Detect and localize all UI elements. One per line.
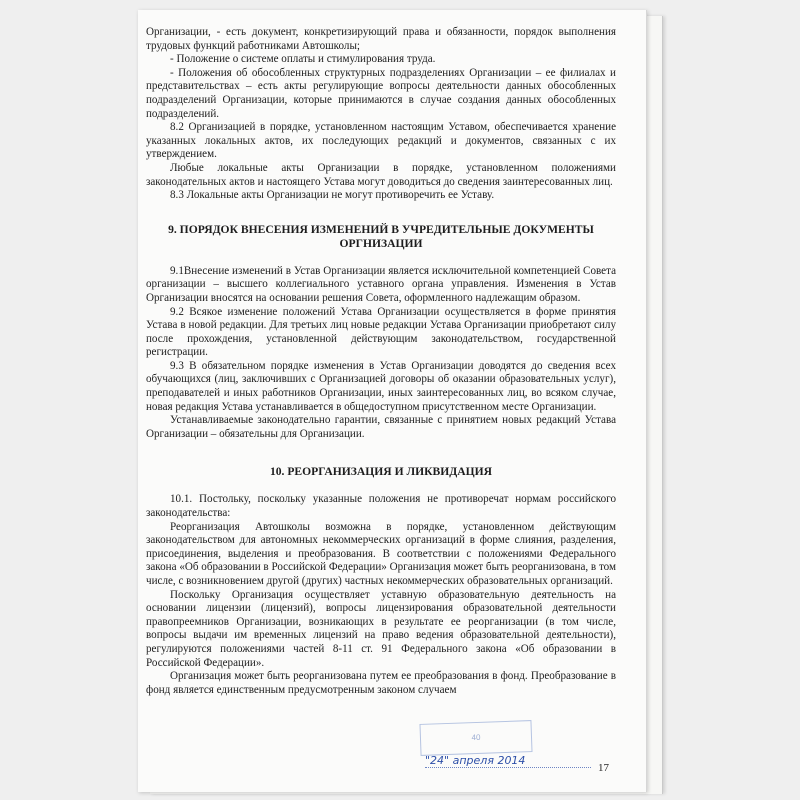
- page-content: [146, 26, 616, 697]
- paragraph: Устанавливаемые законодательно гарантии, связанные с принятием новых редакций Устава Организации – обязательны для Организации.: [146, 414, 616, 440]
- section-10-heading: 10. РЕОРГАНИЗАЦИЯ И ЛИКВИДАЦИЯ: [269, 465, 493, 479]
- paragraph: Поскольку Организация осуществляет уставную образовательную деятельность на основании лицензии (лицензий), вопросы лицензирования образовательной деятельности правопреемников Организации, возникающих в результате ее реорганизации (в том числе, вопросы выдачи им временных лицензий на право ведения образовательной деятельности), регулируются положениями частей 8-11 ст. 91 Федерального закона «Об образовании в Российской Федерации».: [146, 588, 616, 669]
- paragraph: 8.3 Локальные акты Организации не могут противоречить ее Уставу.: [170, 189, 495, 202]
- paragraph: 9.1Внесение изменений в Устав Организации является исключительной компетенцией Совета организации – высшего коллегиального уставного органа управления. Изменения в Устав Организации вносятся на основании решения Совета, оформленного надлежащим образом.: [146, 264, 616, 304]
- handwritten-date: "24" апреля 2014: [425, 754, 591, 768]
- section-9-heading: 9. ПОРЯДОК ВНЕСЕНИЯ ИЗМЕНЕНИЙ В УЧРЕДИТЕЛЬНЫЕ ДОКУМЕНТЫ ОРГНИЗАЦИИ: [168, 222, 594, 250]
- paragraph: Организация может быть реорганизована путем ее преобразования в фонд. Преобразование в фонд является единственным предусмотренным законом случаем: [146, 670, 616, 696]
- page-number: 17: [598, 762, 609, 774]
- document-page: [138, 10, 647, 792]
- paragraph: 9.2 Всякое изменение положений Устава Организации осуществляется в форме принятия Устава в новой редакции. Для третьих лиц новые редакции Устава Организации приобретают силу после прохождения, установленной действующим законодательством, государственной регистрации.: [146, 305, 616, 359]
- paragraph: 8.2 Организацией в порядке, установленном настоящим Уставом, обеспечивается хранение указанных локальных актов, их последующих редакций и документов, связанных с их утверждением.: [146, 121, 616, 161]
- paragraph: Организации, - есть документ, конкретизирующий права и обязанности, порядок выполнения трудовых функций работниками Автошколы;: [146, 26, 616, 52]
- paragraph: 10.1. Постольку, поскольку указанные положения не противоречат нормам российского законодательства:: [146, 493, 616, 520]
- paragraph: 9.3 В обязательном порядке изменения в Устав Организации доводятся до сведения всех обучающихся (лиц, заключивших с Организацией договоры об оказании образовательных услуг), преподавателей и иных работников Организации, иных заинтересованных лиц, во всяком случае, новая редакция Устава устанавливается в общедоступном присутственном месте Организации.: [146, 359, 616, 413]
- registration-stamp: 40: [419, 720, 532, 756]
- paragraph: Реорганизация Автошколы возможна в порядке, установленном действующим законодательством для автономных некоммерческих организаций в форме слияния, разделения, присоединения, выделения и преобразования. В соответствии с положениями Федерального закона «Об образовании в Российской Федерации» Организация может быть реорганизована, в том числе, с возникновением другой (других) частных некоммерческих образовательных организаций.: [146, 520, 616, 587]
- list-item: - Положения об обособленных структурных подразделениях Организации – ее филиалах и представительствах – есть акты регулирующие вопросы деятельности данных обособленных подразделений Организации, которые принимаются в случае создания данных обособленных подразделений.: [146, 66, 616, 120]
- paragraph: Любые локальные акты Организации в порядке, установленном положениями законодательных актов и настоящего Устава могут доводиться до сведения заинтересованных лиц.: [146, 161, 616, 188]
- list-item: - Положение о системе оплаты и стимулирования труда.: [170, 53, 436, 66]
